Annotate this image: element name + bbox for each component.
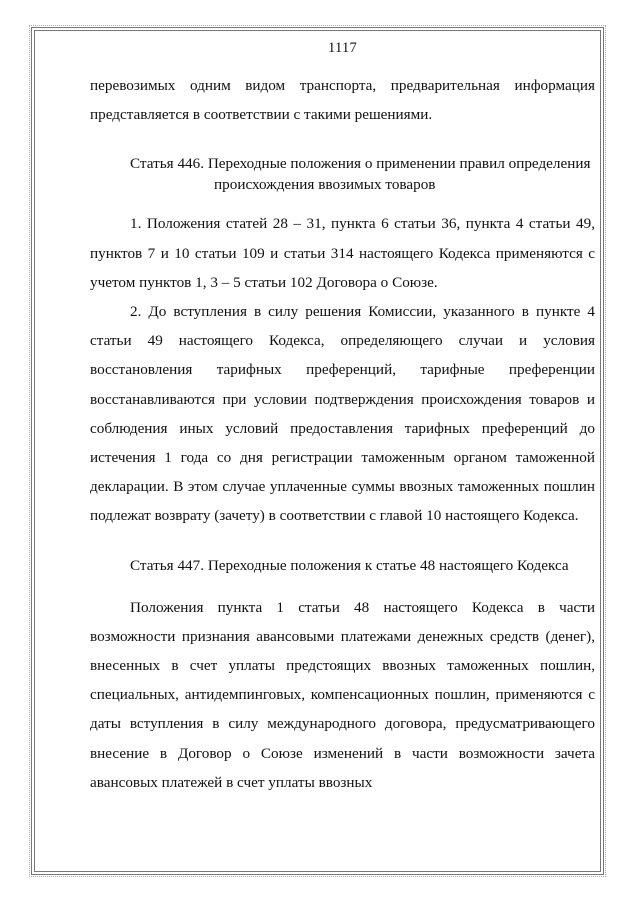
article-446-paragraph-2: 2. До вступления в силу решения Комиссии, указанного в пункте 4 статьи 49 настоящего Кодекса, определяющего случаи и условия восстановления тарифных преференций, тарифные преференции восстанавливаются при условии подтверждения происхождения товаров и соблюдения иных условий предоставления тарифных преференций до истечения 1 года со дня регистрации таможенным органом таможенной декларации. В этом случае уплаченные суммы ввозных таможенных пошлин подлежат возврату (зачету) в соответствии с главой 10 настоящего Кодекса. — [90, 303, 595, 525]
article-447-paragraph-1: Положения пункта 1 статьи 48 настоящего Кодекса в части возможности признания авансовыми платежами денежных средств (денег), внесенных в счет уплаты предстоящих ввозных таможенных пошлин, специальных, антидемпинговых, компенсационных пошлин, применяются с даты вступления в силу международного договора, предусматривающего внесение в Договор о Союзе изменений в части возможности зачета авансовых платежей в счет уплаты ввозных — [90, 598, 595, 791]
article-447-heading: Статья 447. Переходные положения к статье 48 настоящего Кодекса — [130, 556, 569, 574]
intro-paragraph: перевозимых одним видом транспорта, предварительная информация представляется в соответствии с такими решениями. — [90, 77, 595, 124]
page-number: 1117 — [327, 40, 358, 56]
article-446-heading: Статья 446. Переходные положения о применении правил определения происхождения ввозимых товаров — [130, 155, 591, 194]
article-446-paragraph-1: 1. Положения статей 28 – 31, пункта 6 статьи 36, пункта 4 статьи 49, пунктов 7 и 10 статьи 109 и статьи 314 настоящего Кодекса применяются с учетом пунктов 1, 3 – 5 статьи 102 Договора о Союзе. — [90, 215, 595, 291]
document-page — [90, 40, 595, 797]
